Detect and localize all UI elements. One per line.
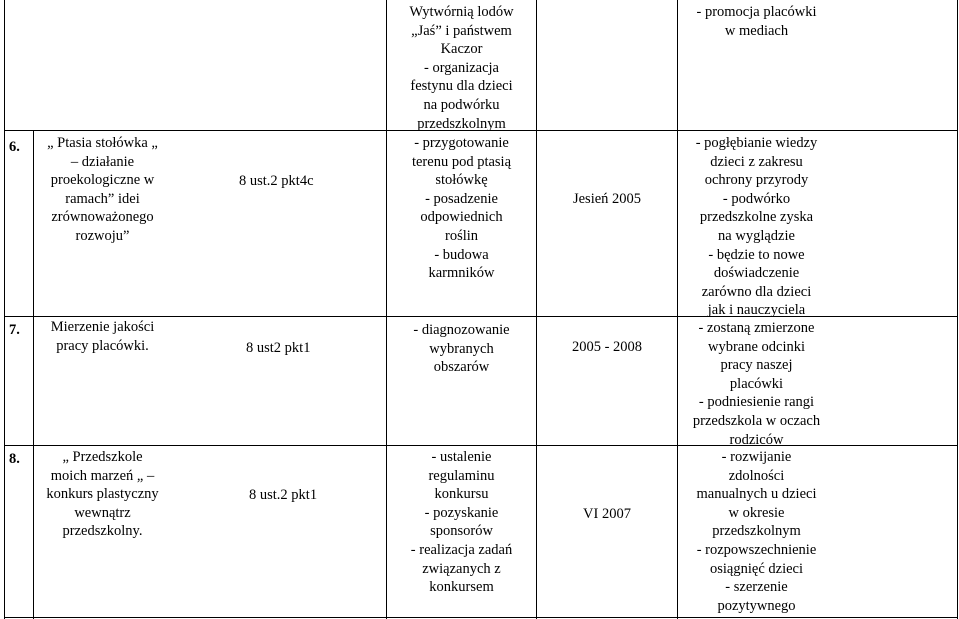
- text-line: rozwoju”: [75, 227, 130, 244]
- text-line: wewnątrz: [74, 504, 131, 521]
- row-7-paragraph: 8 ust2 pkt1: [246, 340, 311, 356]
- text-line: zdolności: [728, 467, 785, 484]
- row-6-date: Jesień 2005: [572, 191, 642, 207]
- text-line: manualnych u dzieci: [696, 486, 817, 503]
- row-8-tasks: [387, 448, 536, 597]
- text-line: – działanie: [70, 153, 135, 170]
- row-6-tasks: [387, 134, 536, 283]
- column-divider-tasks: [536, 0, 537, 619]
- text-line: przedszkola w oczach: [692, 412, 821, 429]
- text-line: placówki: [729, 375, 784, 392]
- text-line: przedszkolnym: [712, 523, 801, 540]
- text-line: rodziców: [729, 431, 784, 448]
- text-line: przedszkolny.: [62, 523, 143, 540]
- text-line: - diagnozowanie: [413, 322, 510, 338]
- text-line: pracy placówki.: [56, 337, 149, 354]
- text-line: regulaminu: [428, 467, 495, 484]
- text-line: - pogłębianie wiedzy: [695, 135, 818, 151]
- row-6-title: [34, 134, 171, 246]
- row-8-date: VI 2007: [583, 506, 631, 522]
- text-line: stołówkę: [435, 172, 488, 189]
- text-line: przedszkolnym: [417, 115, 506, 132]
- text-line: w mediach: [724, 22, 789, 39]
- text-line: - budowa: [434, 246, 489, 263]
- text-line: - ustalenie: [431, 449, 492, 465]
- text-line: jak i nauczyciela: [707, 302, 806, 319]
- text-line: - rozwijanie: [721, 449, 792, 465]
- text-line: związanych z: [422, 560, 501, 577]
- text-line: odpowiednich: [420, 209, 503, 226]
- text-line: sponsorów: [430, 523, 493, 540]
- row-7-tasks: [387, 321, 536, 377]
- row-7-effects: [678, 319, 835, 449]
- table-border-right: [957, 0, 958, 619]
- row-6-paragraph: 8 ust.2 pkt4c: [239, 173, 314, 189]
- text-line: w okresie: [728, 504, 785, 521]
- text-line: obszarów: [433, 359, 490, 376]
- text-line: na wyglądzie: [718, 227, 795, 244]
- text-line: zarówno dla dzieci: [701, 283, 812, 300]
- text-line: - pozyskanie: [424, 504, 499, 521]
- row-8-title: [34, 448, 171, 541]
- text-line: wybrane odcinki: [707, 338, 806, 355]
- text-line: konkurs plastyczny: [46, 486, 159, 503]
- text-line: terenu pod ptasią: [411, 153, 512, 170]
- text-line: doświadczenie: [713, 265, 800, 282]
- text-line: „ Przedszkole: [62, 449, 143, 465]
- text-line: Mierzenie jakości: [50, 319, 155, 335]
- text-line: ramach” idei: [65, 190, 140, 207]
- text-line: „Jaś” i państwem: [411, 22, 512, 39]
- text-line: - zostaną zmierzone: [698, 320, 815, 336]
- text-line: pozytywnego: [717, 597, 796, 614]
- row-7-title: [34, 318, 171, 355]
- text-line: konkursem: [429, 579, 494, 596]
- table-border-bottom: [4, 617, 958, 618]
- text-line: proekologiczne w: [50, 172, 155, 189]
- text-line: Kaczor: [440, 41, 483, 58]
- text-line: konkursu: [434, 486, 489, 503]
- text-line: przedszkolne zyska: [699, 209, 814, 226]
- top-tasks-cell: [387, 3, 536, 133]
- text-line: osiągnięć dzieci: [710, 560, 803, 577]
- row-6-number: 6.: [9, 139, 20, 155]
- text-line: - rozpowszechnienie: [696, 541, 817, 558]
- text-line: - szerzenie: [725, 579, 788, 596]
- text-line: roślin: [444, 227, 479, 244]
- text-line: wybranych: [429, 340, 494, 357]
- text-line: - przygotowanie: [414, 135, 509, 151]
- text-line: zrównoważonego: [51, 209, 154, 226]
- text-line: - podniesienie rangi: [698, 394, 815, 411]
- text-line: na podwórku: [423, 96, 500, 113]
- row-8-paragraph: 8 ust.2 pkt1: [249, 487, 318, 503]
- text-line: „ Ptasia stołówka „: [47, 135, 158, 151]
- top-effects-cell: [678, 3, 835, 40]
- text-line: Wytwórnią lodów: [409, 4, 514, 20]
- text-line: - podwórko: [722, 190, 791, 207]
- text-line: ochrony przyrody: [704, 172, 809, 189]
- text-line: - realizacja zadań: [410, 541, 513, 558]
- row-8-effects: [678, 448, 835, 615]
- table-border-left: [4, 0, 5, 619]
- row-8-number: 8.: [9, 451, 20, 467]
- text-line: karmników: [428, 265, 495, 282]
- text-line: - promocja placówki: [696, 4, 817, 20]
- text-line: moich marzeń „ –: [50, 467, 155, 484]
- text-line: - posadzenie: [425, 190, 498, 207]
- text-line: - będzie to nowe: [708, 246, 805, 263]
- row-6-effects: [678, 134, 835, 320]
- row-7-number: 7.: [9, 322, 20, 338]
- text-line: festynu dla dzieci: [410, 78, 513, 95]
- row-7-date: 2005 - 2008: [571, 339, 643, 355]
- text-line: pracy naszej: [720, 357, 793, 374]
- text-line: - organizacja: [423, 59, 499, 76]
- text-line: dzieci z zakresu: [710, 153, 803, 170]
